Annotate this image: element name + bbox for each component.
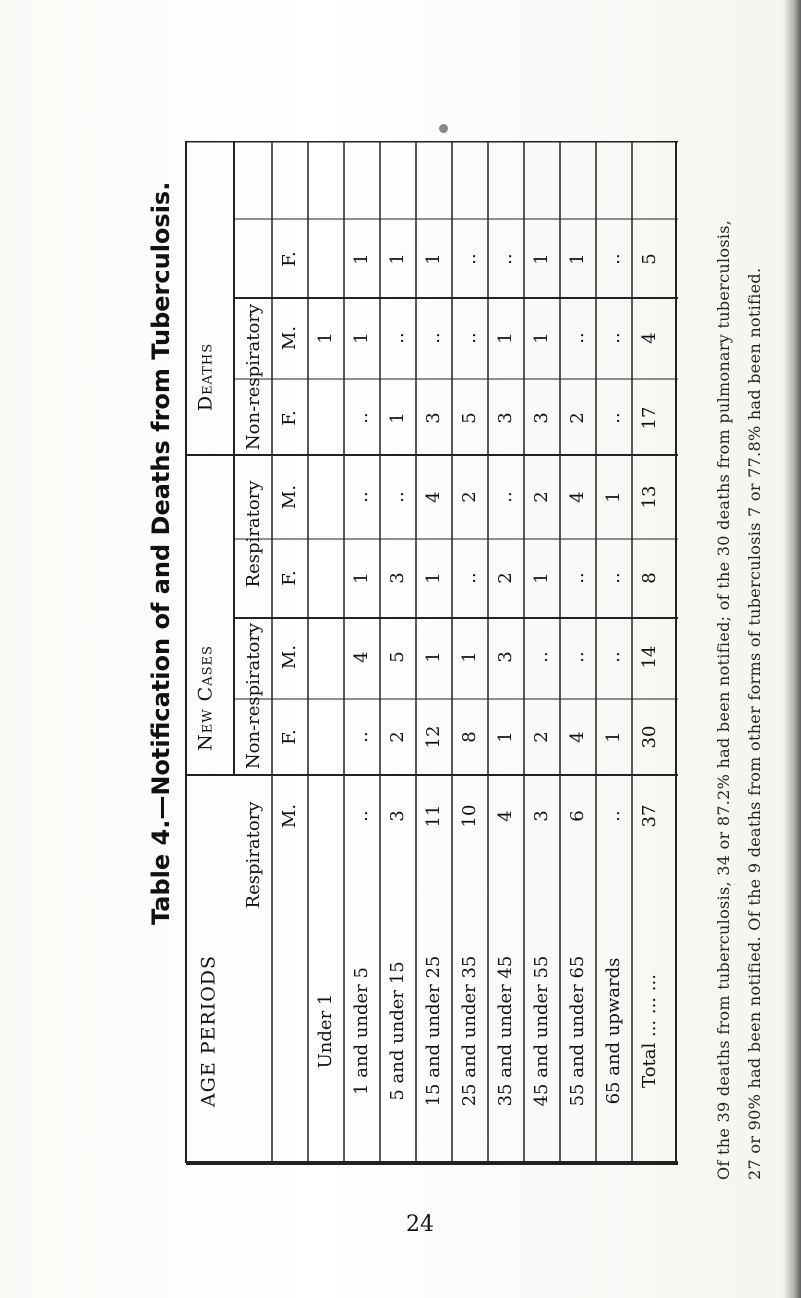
nc-respiratory-header: Respiratory [243,801,264,909]
age-period-cell: 25 and under 35 [459,955,480,1107]
new-cases-non-respiratory-m-cell: .. [531,651,552,663]
new-cases-non-respiratory-f-cell: .. [459,572,480,584]
deaths-respiratory-m-cell: 1 [603,491,624,503]
new-cases-non-respiratory-f-cell: 2 [495,572,516,584]
deaths-respiratory-f-cell: 3 [531,412,552,424]
age-period-cell: 35 and under 45 [495,955,516,1107]
new-cases-non-respiratory-m-cell: 4 [351,651,372,663]
deaths-respiratory-m-cell: 2 [459,491,480,503]
d-respiratory-header: Respiratory [243,480,264,588]
new-cases-respiratory-m-cell: 3 [387,810,408,822]
deaths-non-respiratory-m-cell: .. [567,332,588,344]
deaths-respiratory-f-cell: 2 [567,412,588,424]
new-cases-non-respiratory-m-cell: 3 [495,651,516,663]
deaths-non-respiratory-m-cell: 4 [639,332,660,344]
nc-nonresp-m-header: M. [279,644,300,670]
footnote-line-2: 27 or 90% had been notified. Of the 9 deaths from other forms of tuberculosis 7 or 77.8% had been notified. [745,267,764,1180]
deaths-respiratory-m-cell: 4 [567,491,588,503]
deaths-non-respiratory-f-cell: 1 [531,253,552,265]
deaths-respiratory-m-cell: 4 [423,491,444,503]
new-cases-respiratory-f-cell: 1 [495,731,516,743]
new-cases-respiratory-m-cell: .. [351,810,372,822]
age-period-cell: 15 and under 25 [423,955,444,1107]
printer-mark [439,124,448,133]
new-cases-respiratory-f-cell: 2 [387,731,408,743]
table-title-text: —Notification of and Deaths from Tuberculosis. [147,181,175,820]
nc-resp-f-header: F. [279,729,300,745]
deaths-non-respiratory-f-cell: 1 [387,253,408,265]
new-cases-respiratory-f-cell: 4 [567,731,588,743]
new-cases-respiratory-f-cell: 2 [531,731,552,743]
new-cases-non-respiratory-f-cell: .. [567,572,588,584]
new-cases-non-respiratory-m-cell: .. [603,651,624,663]
age-period-cell: 1 and under 5 [351,967,372,1095]
new-cases-respiratory-m-cell: 10 [459,804,480,828]
deaths-non-respiratory-f-cell: 1 [351,253,372,265]
new-cases-respiratory-m-cell: .. [603,810,624,822]
deaths-non-respiratory-m-cell: 1 [351,332,372,344]
deaths-non-respiratory-m-cell: .. [603,332,624,344]
new-cases-non-respiratory-m-cell: 5 [387,651,408,663]
age-period-cell: 65 and upwards [603,957,624,1105]
deaths-non-respiratory-m-cell: 1 [315,332,336,344]
deaths-non-respiratory-m-cell: .. [459,332,480,344]
new-cases-header: New Cases [194,645,217,751]
deaths-non-respiratory-f-cell: .. [459,253,480,265]
nc-resp-m-header: M. [279,803,300,829]
tuberculosis-table [184,141,678,1165]
d-non-respiratory-header: Non-respiratory [243,303,264,451]
new-cases-respiratory-m-cell: 4 [495,810,516,822]
new-cases-respiratory-f-cell: .. [351,731,372,743]
deaths-non-respiratory-m-cell: .. [387,332,408,344]
page-number: 24 [406,1212,434,1237]
nc-nonresp-f-header: F. [279,570,300,586]
deaths-respiratory-f-cell: 3 [495,412,516,424]
new-cases-non-respiratory-f-cell: .. [603,572,624,584]
footnote-line-1: Of the 39 deaths from tuberculosis, 34 or 87.2% had been notified; of the 30 deaths from pulmonary tuberculosis, [714,219,733,1180]
deaths-non-respiratory-f-cell: 1 [567,253,588,265]
new-cases-non-respiratory-f-cell: 3 [387,572,408,584]
d-resp-f-header: F. [279,410,300,426]
d-nonresp-m-header: M. [279,325,300,351]
age-period-cell: 5 and under 15 [387,961,408,1101]
deaths-respiratory-f-cell: 5 [459,412,480,424]
nc-non-respiratory-header: Non-respiratory [243,622,264,770]
deaths-respiratory-f-cell: 17 [639,406,660,430]
new-cases-non-respiratory-f-cell: 8 [639,572,660,584]
new-cases-respiratory-m-cell: 37 [639,804,660,828]
age-period-cell: Under 1 [315,993,336,1069]
new-cases-non-respiratory-m-cell: 1 [423,651,444,663]
new-cases-respiratory-m-cell: 3 [531,810,552,822]
new-cases-non-respiratory-m-cell: .. [567,651,588,663]
deaths-respiratory-m-cell: .. [351,491,372,503]
d-nonresp-f-header: F. [279,251,300,267]
d-resp-m-header: M. [279,484,300,510]
deaths-non-respiratory-f-cell: 5 [639,253,660,265]
deaths-respiratory-f-cell: 3 [423,412,444,424]
new-cases-non-respiratory-f-cell: 1 [423,572,444,584]
deaths-respiratory-f-cell: .. [603,412,624,424]
new-cases-respiratory-m-cell: 11 [423,804,444,828]
new-cases-respiratory-f-cell: 12 [423,725,444,749]
deaths-non-respiratory-f-cell: .. [603,253,624,265]
new-cases-respiratory-f-cell: 1 [603,731,624,743]
new-cases-non-respiratory-m-cell: 14 [639,645,660,669]
deaths-respiratory-m-cell: 2 [531,491,552,503]
new-cases-respiratory-m-cell: 6 [567,810,588,822]
deaths-non-respiratory-m-cell: 1 [495,332,516,344]
table-title-prefix: Table 4. [147,819,175,925]
age-periods-header: AGE PERIODS [197,954,220,1108]
table-title [147,182,175,925]
deaths-respiratory-f-cell: 1 [387,412,408,424]
deaths-non-respiratory-m-cell: .. [423,332,444,344]
deaths-non-respiratory-f-cell: .. [495,253,516,265]
page-edge-shadow [783,0,801,1298]
age-period-cell: 45 and under 55 [531,955,552,1107]
age-period-cell: Total ... ... ... [639,974,660,1088]
new-cases-non-respiratory-m-cell: 1 [459,651,480,663]
new-cases-respiratory-f-cell: 8 [459,731,480,743]
deaths-respiratory-f-cell: .. [351,412,372,424]
new-cases-non-respiratory-f-cell: 1 [531,572,552,584]
new-cases-non-respiratory-f-cell: 1 [351,572,372,584]
deaths-non-respiratory-m-cell: 1 [531,332,552,344]
deaths-non-respiratory-f-cell: 1 [423,253,444,265]
deaths-respiratory-m-cell: .. [495,491,516,503]
new-cases-respiratory-f-cell: 30 [639,725,660,749]
age-period-cell: 55 and under 65 [567,955,588,1107]
deaths-header: Deaths [194,342,217,412]
deaths-respiratory-m-cell: 13 [639,485,660,509]
deaths-respiratory-m-cell: .. [387,491,408,503]
